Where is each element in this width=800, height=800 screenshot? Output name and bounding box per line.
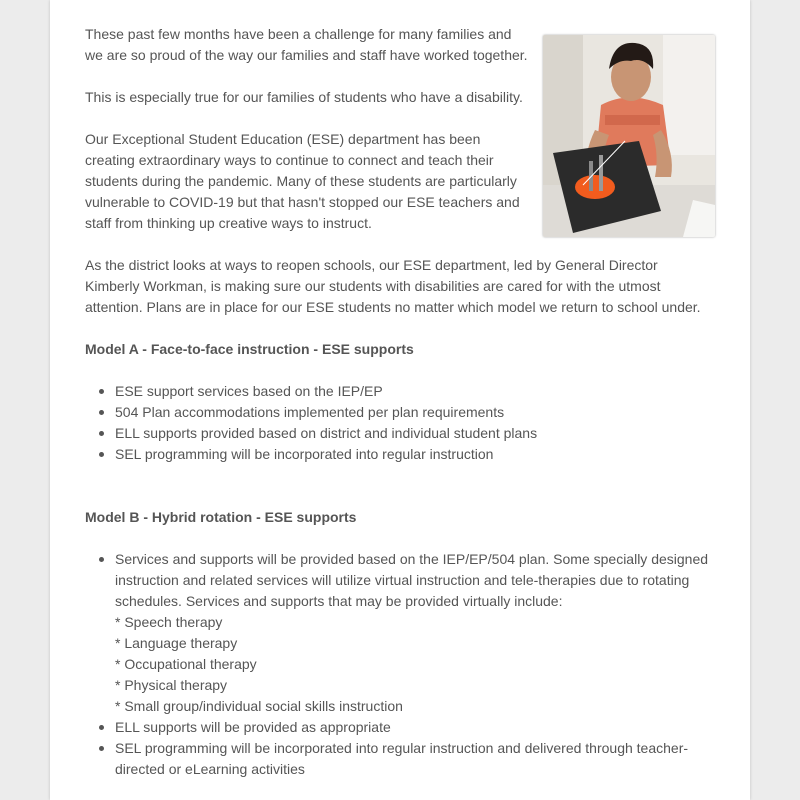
intro-paragraph-1: These past few months have been a challenge for many families and we are so proud of the way our families and staff have worked together. (85, 26, 528, 63)
article-content (85, 24, 715, 800)
sub-item: * Occupational therapy (115, 656, 257, 672)
sub-item: * Language therapy (115, 635, 238, 651)
sub-item: * Speech therapy (115, 614, 223, 630)
intro-paragraph-2: This is especially true for our families of students who have a disability. (85, 89, 523, 105)
sub-item: * Physical therapy (115, 677, 228, 693)
article-page (50, 0, 750, 800)
list-item: ELL supports will be provided as appropriate (115, 717, 715, 738)
list-item: SEL programming will be incorporated into regular instruction and delivered through teacher-directed or eLearning activities (115, 738, 715, 780)
list-item: 504 Plan accommodations implemented per plan requirements (115, 402, 715, 423)
list-item: ELL supports provided based on district and individual student plans (115, 423, 715, 444)
model-b-list (85, 549, 715, 780)
model-a-heading: Model A - Face-to-face instruction - ESE supports (85, 341, 414, 357)
list-item (115, 549, 715, 717)
section-spacer (85, 486, 715, 507)
model-b-heading: Model B - Hybrid rotation - ESE supports (85, 509, 357, 525)
sub-item: * Small group/individual social skills instruction (115, 698, 403, 714)
boy-building-project-photo (543, 35, 715, 237)
model-a-list (85, 381, 715, 465)
district-plans-paragraph: As the district looks at ways to reopen schools, our ESE department, led by General Director Kimberly Workman, is making sure our students with disabilities are cared for with the utmost attention. Plans are in place for our ESE students no matter which model we return to school under. (85, 257, 701, 315)
intro-paragraph-3: Our Exceptional Student Education (ESE) department has been creating extraordinary ways to continue to connect and teach their students during the pandemic. Many of these students are particularly vulnerable to COVID-19 but that hasn't stopped our ESE teachers and staff from thinking up creative ways to instruct. (85, 131, 520, 231)
list-item: SEL programming will be incorporated into regular instruction (115, 444, 715, 465)
list-item: ESE support services based on the IEP/EP (115, 381, 715, 402)
services-text: Services and supports will be provided based on the IEP/EP/504 plan. Some specially designed instruction and related services will utilize virtual instruction and tele-therapies due to rotating schedules. Services and supports that may be provided virtually include: (115, 551, 709, 609)
